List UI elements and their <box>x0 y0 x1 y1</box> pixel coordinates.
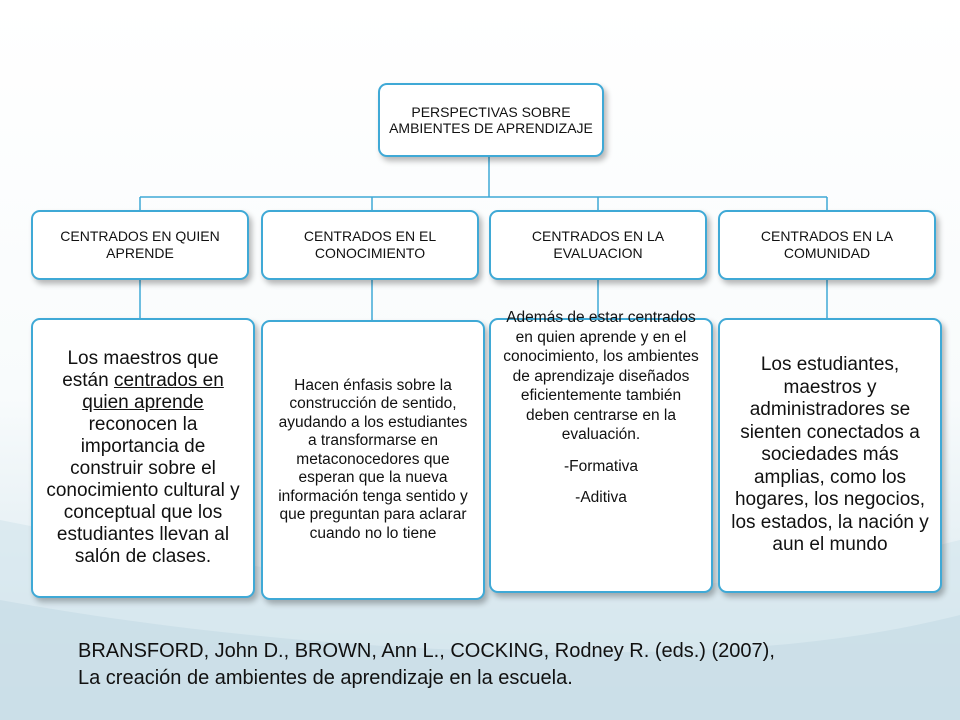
description-node-knowledge <box>261 320 485 600</box>
description-text-end: reconocen la importancia de construir sobre el conocimiento cultural y conceptual que los estudiantes llevan al salón de clases. <box>46 414 240 567</box>
description-text-start: Los maestros que están <box>62 348 219 391</box>
description-node-community <box>718 318 942 593</box>
citation-line-2: La creación de ambientes de aprendizaje en la escuela. <box>78 667 573 689</box>
root-label: PERSPECTIVAS SOBRE AMBIENTES DE APRENDIZAJE <box>389 104 593 136</box>
description-node-learner <box>31 318 255 598</box>
category-node-assessment <box>489 210 707 280</box>
citation-line-1: BRANSFORD, John D., BROWN, Ann L., COCKING, Rodney R. (eds.) (2007), <box>78 640 775 662</box>
description-node-assessment <box>489 309 713 593</box>
description-text: Los estudiantes, maestros y administradores se sienten conectados a sociedades más amplias, como los hogares, los negocios, los estados, la nación y aun el mundo <box>731 354 929 556</box>
description-text <box>43 348 243 568</box>
category-title: CENTRADOS EN LA COMUNIDAD <box>760 228 894 261</box>
root-node <box>378 83 604 157</box>
citation <box>78 638 948 692</box>
category-node-learner <box>31 210 249 280</box>
category-title: CENTRADOS EN EL CONOCIMIENTO <box>303 228 437 261</box>
description-text: Además de estar centrados en quien aprende y en el conocimiento, los ambientes de aprendizaje diseñados eficientemente también deben centrarse en la evaluación. <box>503 309 699 443</box>
category-title: CENTRADOS EN QUIEN APRENDE <box>60 228 220 261</box>
list-item-formativa: -Formativa <box>563 457 639 475</box>
list-item-aditiva: -Aditiva <box>575 489 627 506</box>
category-title: CENTRADOS EN LA EVALUACION <box>531 228 665 261</box>
description-text: Hacen énfasis sobre la construcción de sentido, ayudando a los estudiantes a transformarse en metaconocedores que esperan que la nueva información tenga sentido y que preguntan para aclarar cuando no lo tiene <box>278 376 468 542</box>
description-underlined-phrase: centrados en quien aprende <box>82 370 224 413</box>
category-node-knowledge <box>261 210 479 280</box>
category-node-community <box>718 210 936 280</box>
